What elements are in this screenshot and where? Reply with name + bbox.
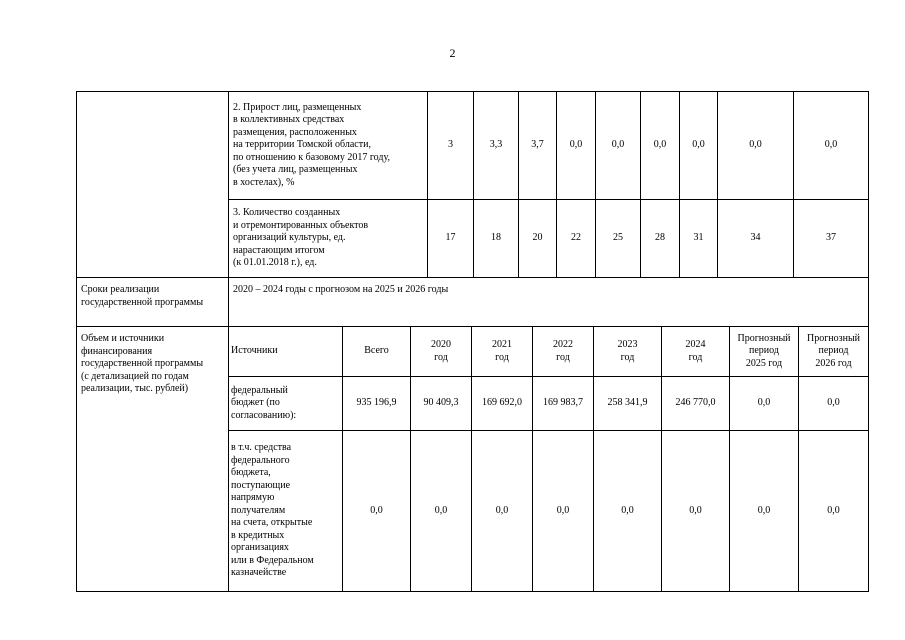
page-number: 2 (449, 46, 456, 60)
indicator-value: 0,0 (641, 92, 680, 200)
header-cell: 2024 год (662, 327, 730, 377)
header-cell: Источники (229, 327, 343, 377)
indicator-value: 18 (474, 200, 519, 278)
amount-cell: 0,0 (533, 431, 594, 592)
header-cell: Всего (343, 327, 411, 377)
header-cell: 2020 год (411, 327, 472, 377)
indicator-value: 3,7 (519, 92, 557, 200)
amount-cell: 0,0 (799, 377, 869, 431)
source-cell: федеральный бюджет (по согласованию): (229, 377, 343, 431)
header-cell: Прогнозный период 2026 год (799, 327, 869, 377)
amount-cell: 0,0 (411, 431, 472, 592)
amount-cell: 169 692,0 (472, 377, 533, 431)
amount-cell: 0,0 (730, 431, 799, 592)
indicator-value: 22 (557, 200, 596, 278)
financing-header-row (77, 327, 869, 377)
amount-cell: 0,0 (594, 431, 662, 592)
header-cell: 2023 год (594, 327, 662, 377)
indicator-value: 17 (428, 200, 474, 278)
amount-cell: 90 409,3 (411, 377, 472, 431)
indicator-value: 3,3 (474, 92, 519, 200)
amount-cell: 246 770,0 (662, 377, 730, 431)
indicator-value: 0,0 (680, 92, 718, 200)
amount-cell: 0,0 (799, 431, 869, 592)
indicator-row (77, 92, 869, 200)
amount-cell: 0,0 (730, 377, 799, 431)
financing-label: Объем и источники финансирования государственной программы (с детализацией по годам реализации, тыс. рублей) (77, 327, 229, 592)
indicator-value: 0,0 (794, 92, 869, 200)
indicator-label: 2. Прирост лиц, размещенных в коллективных средствах размещения, расположенных на территории Томской области, по отношению к базовому 2017 году, (без учета лиц, размещенных в хостелах), % (229, 92, 428, 200)
terms-label: Сроки реализации государственной программы (77, 278, 229, 327)
indicator-label: 3. Количество созданных и отремонтированных объектов организаций культуры, ед. нарастающим итогом (к 01.01.2018 г.), ед. (229, 200, 428, 278)
amount-cell: 0,0 (662, 431, 730, 592)
header-cell: 2022 год (533, 327, 594, 377)
indicator-value: 0,0 (718, 92, 794, 200)
terms-row (77, 278, 869, 327)
empty-label-cell (77, 92, 229, 278)
amount-cell: 258 341,9 (594, 377, 662, 431)
amount-cell: 0,0 (343, 431, 411, 592)
amount-cell: 935 196,9 (343, 377, 411, 431)
indicator-value: 37 (794, 200, 869, 278)
financing-table (76, 326, 869, 592)
indicator-value: 20 (519, 200, 557, 278)
header-cell: 2021 год (472, 327, 533, 377)
terms-value: 2020 – 2024 годы с прогнозом на 2025 и 2026 годы (229, 278, 869, 327)
indicator-value: 31 (680, 200, 718, 278)
indicator-value: 28 (641, 200, 680, 278)
indicator-value: 0,0 (557, 92, 596, 200)
amount-cell: 0,0 (472, 431, 533, 592)
indicator-value: 3 (428, 92, 474, 200)
source-cell: в т.ч. средства федерального бюджета, поступающие напрямую получателям на счета, открытые в кредитных организациях или в Федеральном казначействе (229, 431, 343, 592)
indicator-value: 34 (718, 200, 794, 278)
header-cell: Прогнозный период 2025 год (730, 327, 799, 377)
indicator-value: 0,0 (596, 92, 641, 200)
indicators-table (76, 91, 869, 327)
amount-cell: 169 983,7 (533, 377, 594, 431)
indicator-value: 25 (596, 200, 641, 278)
